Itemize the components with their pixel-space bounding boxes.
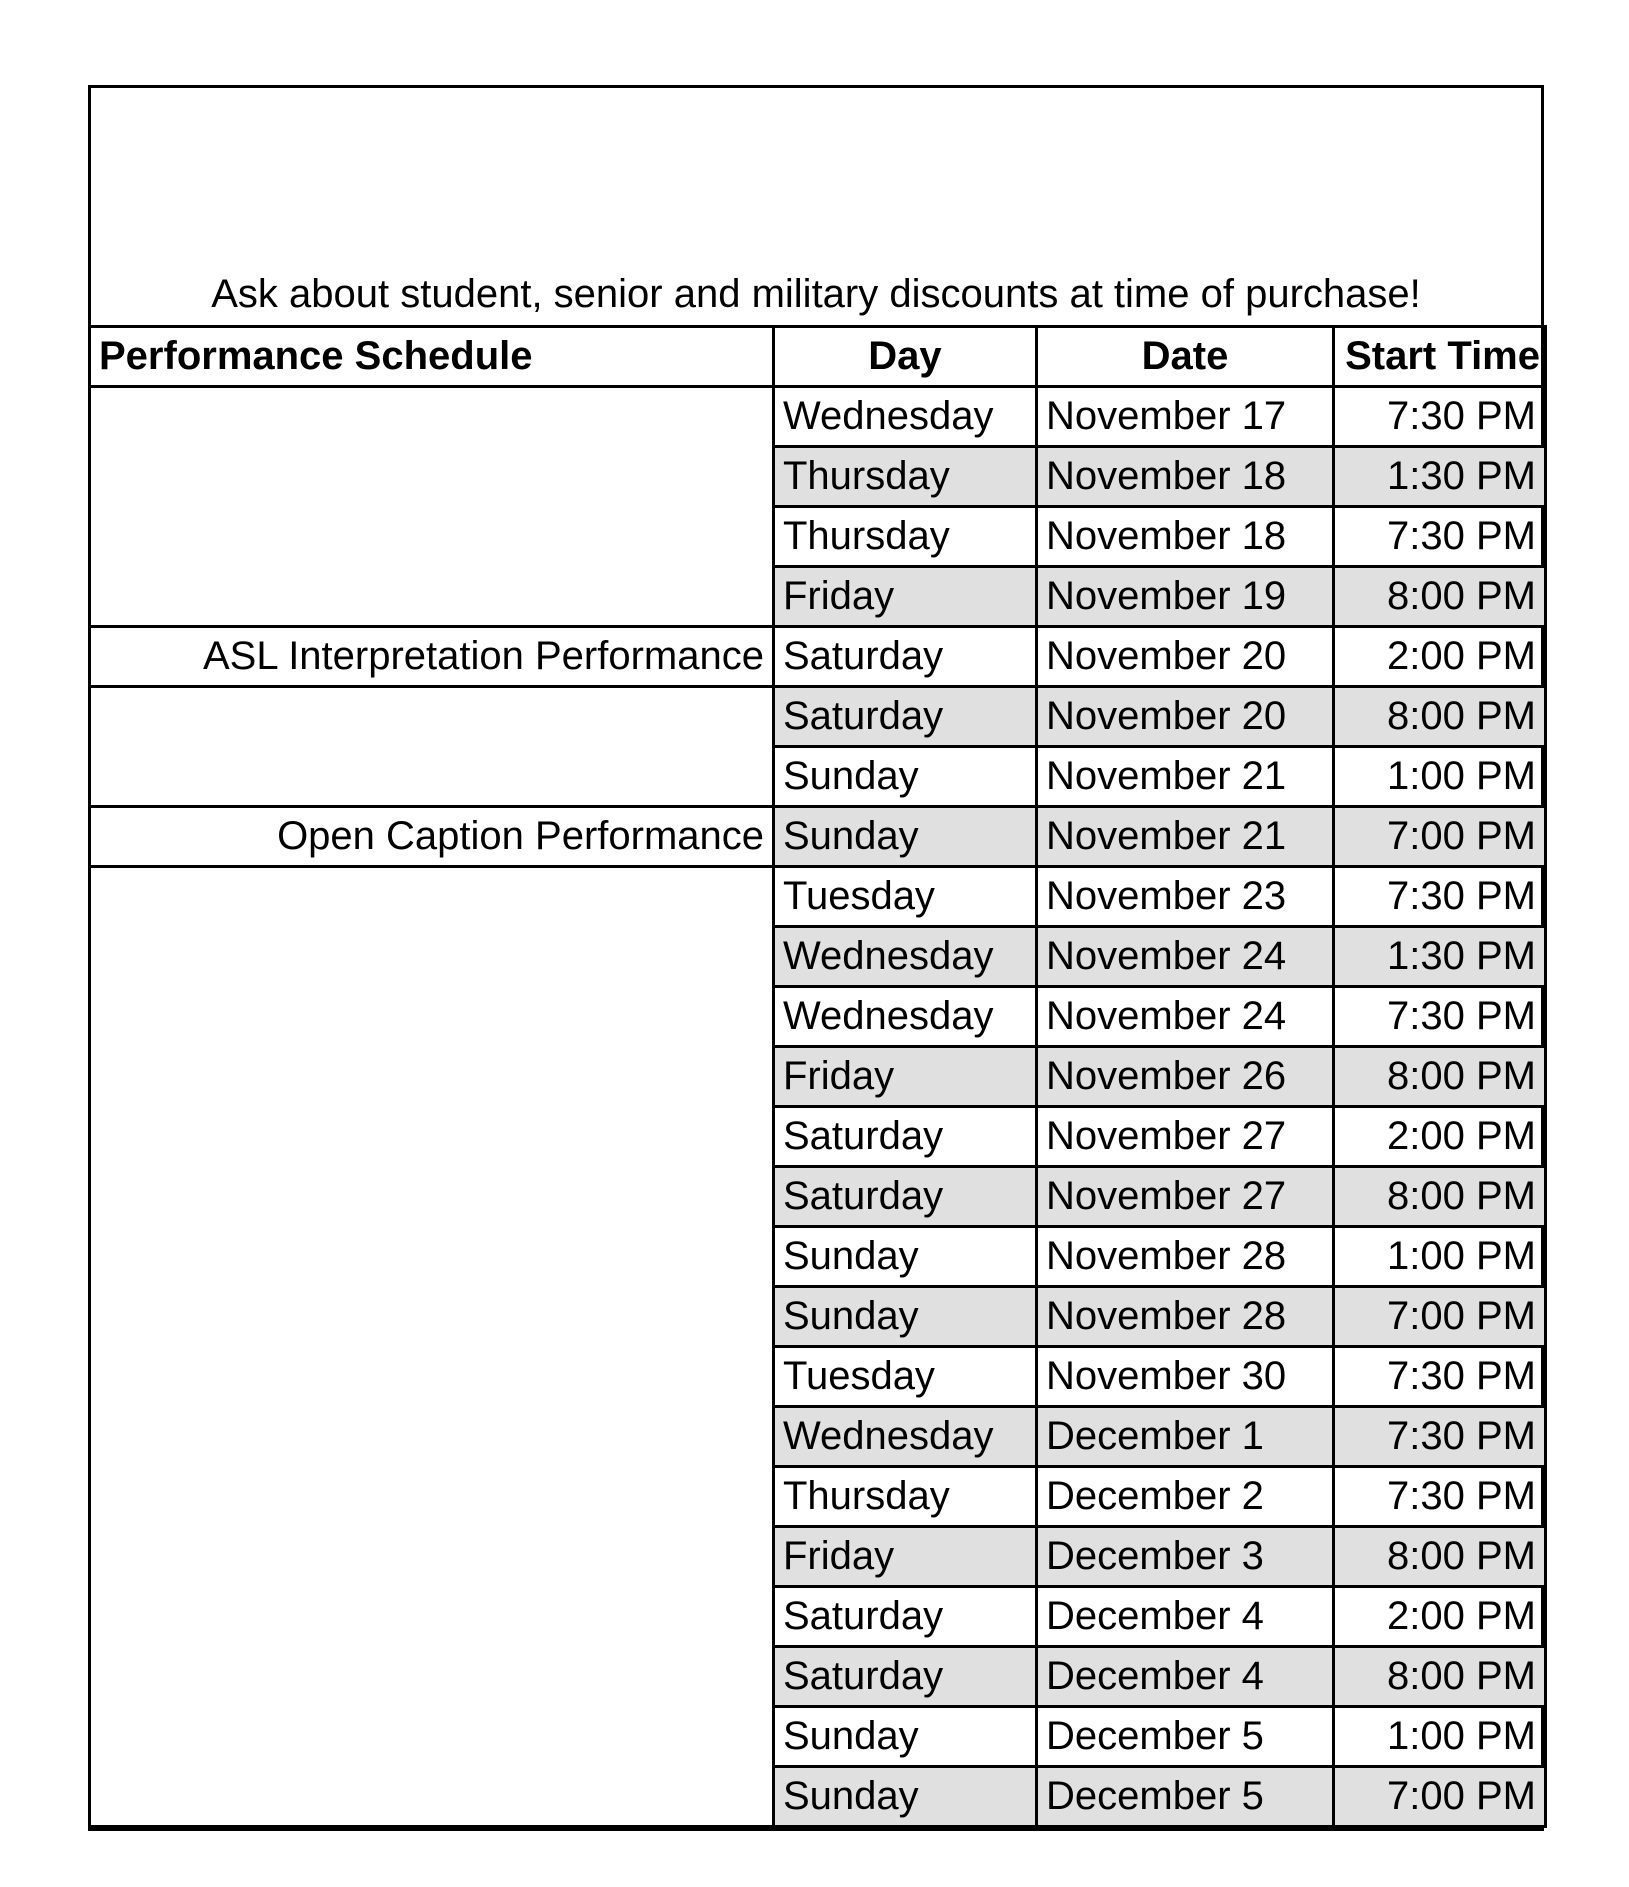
date-cell: November 27 xyxy=(1037,1107,1334,1167)
day-cell: Tuesday xyxy=(774,1347,1037,1407)
date-cell: November 24 xyxy=(1037,987,1334,1047)
day-cell: Thursday xyxy=(774,507,1037,567)
start-time-cell: 1:00 PM xyxy=(1334,747,1546,807)
start-time-cell: 1:00 PM xyxy=(1334,1227,1546,1287)
performance-note-cell xyxy=(90,867,774,1827)
start-time-cell: 7:30 PM xyxy=(1334,1467,1546,1527)
start-time-cell: 7:30 PM xyxy=(1334,1407,1546,1467)
date-cell: November 19 xyxy=(1037,567,1334,627)
day-cell: Saturday xyxy=(774,1107,1037,1167)
table-row xyxy=(90,867,1546,927)
performance-schedule-table xyxy=(88,325,1547,1828)
performance-note-cell: ASL Interpretation Performance xyxy=(90,627,774,687)
performance-note-cell: Open Caption Performance xyxy=(90,807,774,867)
start-time-cell: 7:30 PM xyxy=(1334,867,1546,927)
header-start-time: Start Time xyxy=(1334,327,1546,387)
start-time-cell: 8:00 PM xyxy=(1334,1047,1546,1107)
date-cell: November 20 xyxy=(1037,687,1334,747)
date-cell: November 18 xyxy=(1037,447,1334,507)
table-row xyxy=(90,627,1546,687)
day-cell: Tuesday xyxy=(774,867,1037,927)
date-cell: November 27 xyxy=(1037,1167,1334,1227)
start-time-cell: 7:30 PM xyxy=(1334,1347,1546,1407)
day-cell: Sunday xyxy=(774,747,1037,807)
start-time-cell: 1:30 PM xyxy=(1334,447,1546,507)
day-cell: Saturday xyxy=(774,1647,1037,1707)
start-time-cell: 1:30 PM xyxy=(1334,927,1546,987)
day-cell: Sunday xyxy=(774,1287,1037,1347)
start-time-cell: 1:00 PM xyxy=(1334,1707,1546,1767)
date-cell: November 26 xyxy=(1037,1047,1334,1107)
day-cell: Saturday xyxy=(774,1167,1037,1227)
header-day: Day xyxy=(774,327,1037,387)
day-cell: Friday xyxy=(774,1047,1037,1107)
date-cell: November 20 xyxy=(1037,627,1334,687)
day-cell: Friday xyxy=(774,567,1037,627)
start-time-cell: 7:00 PM xyxy=(1334,1287,1546,1347)
day-cell: Sunday xyxy=(774,1227,1037,1287)
header-performance-schedule: Performance Schedule xyxy=(90,327,774,387)
date-cell: November 18 xyxy=(1037,507,1334,567)
start-time-cell: 8:00 PM xyxy=(1334,567,1546,627)
day-cell: Thursday xyxy=(774,1467,1037,1527)
day-cell: Sunday xyxy=(774,1767,1037,1827)
performance-note-cell xyxy=(90,387,774,627)
day-cell: Wednesday xyxy=(774,987,1037,1047)
discount-notice: Ask about student, senior and military discounts at time of purchase! xyxy=(211,272,1421,316)
start-time-cell: 7:00 PM xyxy=(1334,1767,1546,1827)
date-cell: December 4 xyxy=(1037,1587,1334,1647)
start-time-cell: 8:00 PM xyxy=(1334,1527,1546,1587)
date-cell: December 2 xyxy=(1037,1467,1334,1527)
table-row xyxy=(90,807,1546,867)
start-time-cell: 7:30 PM xyxy=(1334,387,1546,447)
day-cell: Wednesday xyxy=(774,1407,1037,1467)
date-cell: November 21 xyxy=(1037,807,1334,867)
day-cell: Wednesday xyxy=(774,927,1037,987)
day-cell: Sunday xyxy=(774,1707,1037,1767)
table-row xyxy=(90,387,1546,447)
start-time-cell: 2:00 PM xyxy=(1334,1107,1546,1167)
day-cell: Saturday xyxy=(774,687,1037,747)
header-row xyxy=(90,327,1546,387)
date-cell: December 5 xyxy=(1037,1707,1334,1767)
start-time-cell: 7:00 PM xyxy=(1334,807,1546,867)
date-cell: December 1 xyxy=(1037,1407,1334,1467)
date-cell: November 24 xyxy=(1037,927,1334,987)
day-cell: Thursday xyxy=(774,447,1037,507)
start-time-cell: 2:00 PM xyxy=(1334,627,1546,687)
date-cell: November 21 xyxy=(1037,747,1334,807)
date-cell: November 17 xyxy=(1037,387,1334,447)
start-time-cell: 7:30 PM xyxy=(1334,987,1546,1047)
date-cell: November 28 xyxy=(1037,1287,1334,1347)
day-cell: Saturday xyxy=(774,1587,1037,1647)
date-cell: November 28 xyxy=(1037,1227,1334,1287)
start-time-cell: 8:00 PM xyxy=(1334,687,1546,747)
day-cell: Sunday xyxy=(774,807,1037,867)
date-cell: December 4 xyxy=(1037,1647,1334,1707)
date-cell: November 30 xyxy=(1037,1347,1334,1407)
start-time-cell: 2:00 PM xyxy=(1334,1587,1546,1647)
date-cell: December 3 xyxy=(1037,1527,1334,1587)
performance-note-cell xyxy=(90,687,774,807)
day-cell: Saturday xyxy=(774,627,1037,687)
date-cell: November 23 xyxy=(1037,867,1334,927)
date-cell: December 5 xyxy=(1037,1767,1334,1827)
day-cell: Friday xyxy=(774,1527,1037,1587)
table-row xyxy=(90,687,1546,747)
header-date: Date xyxy=(1037,327,1334,387)
day-cell: Wednesday xyxy=(774,387,1037,447)
start-time-cell: 8:00 PM xyxy=(1334,1167,1546,1227)
start-time-cell: 7:30 PM xyxy=(1334,507,1546,567)
start-time-cell: 8:00 PM xyxy=(1334,1647,1546,1707)
